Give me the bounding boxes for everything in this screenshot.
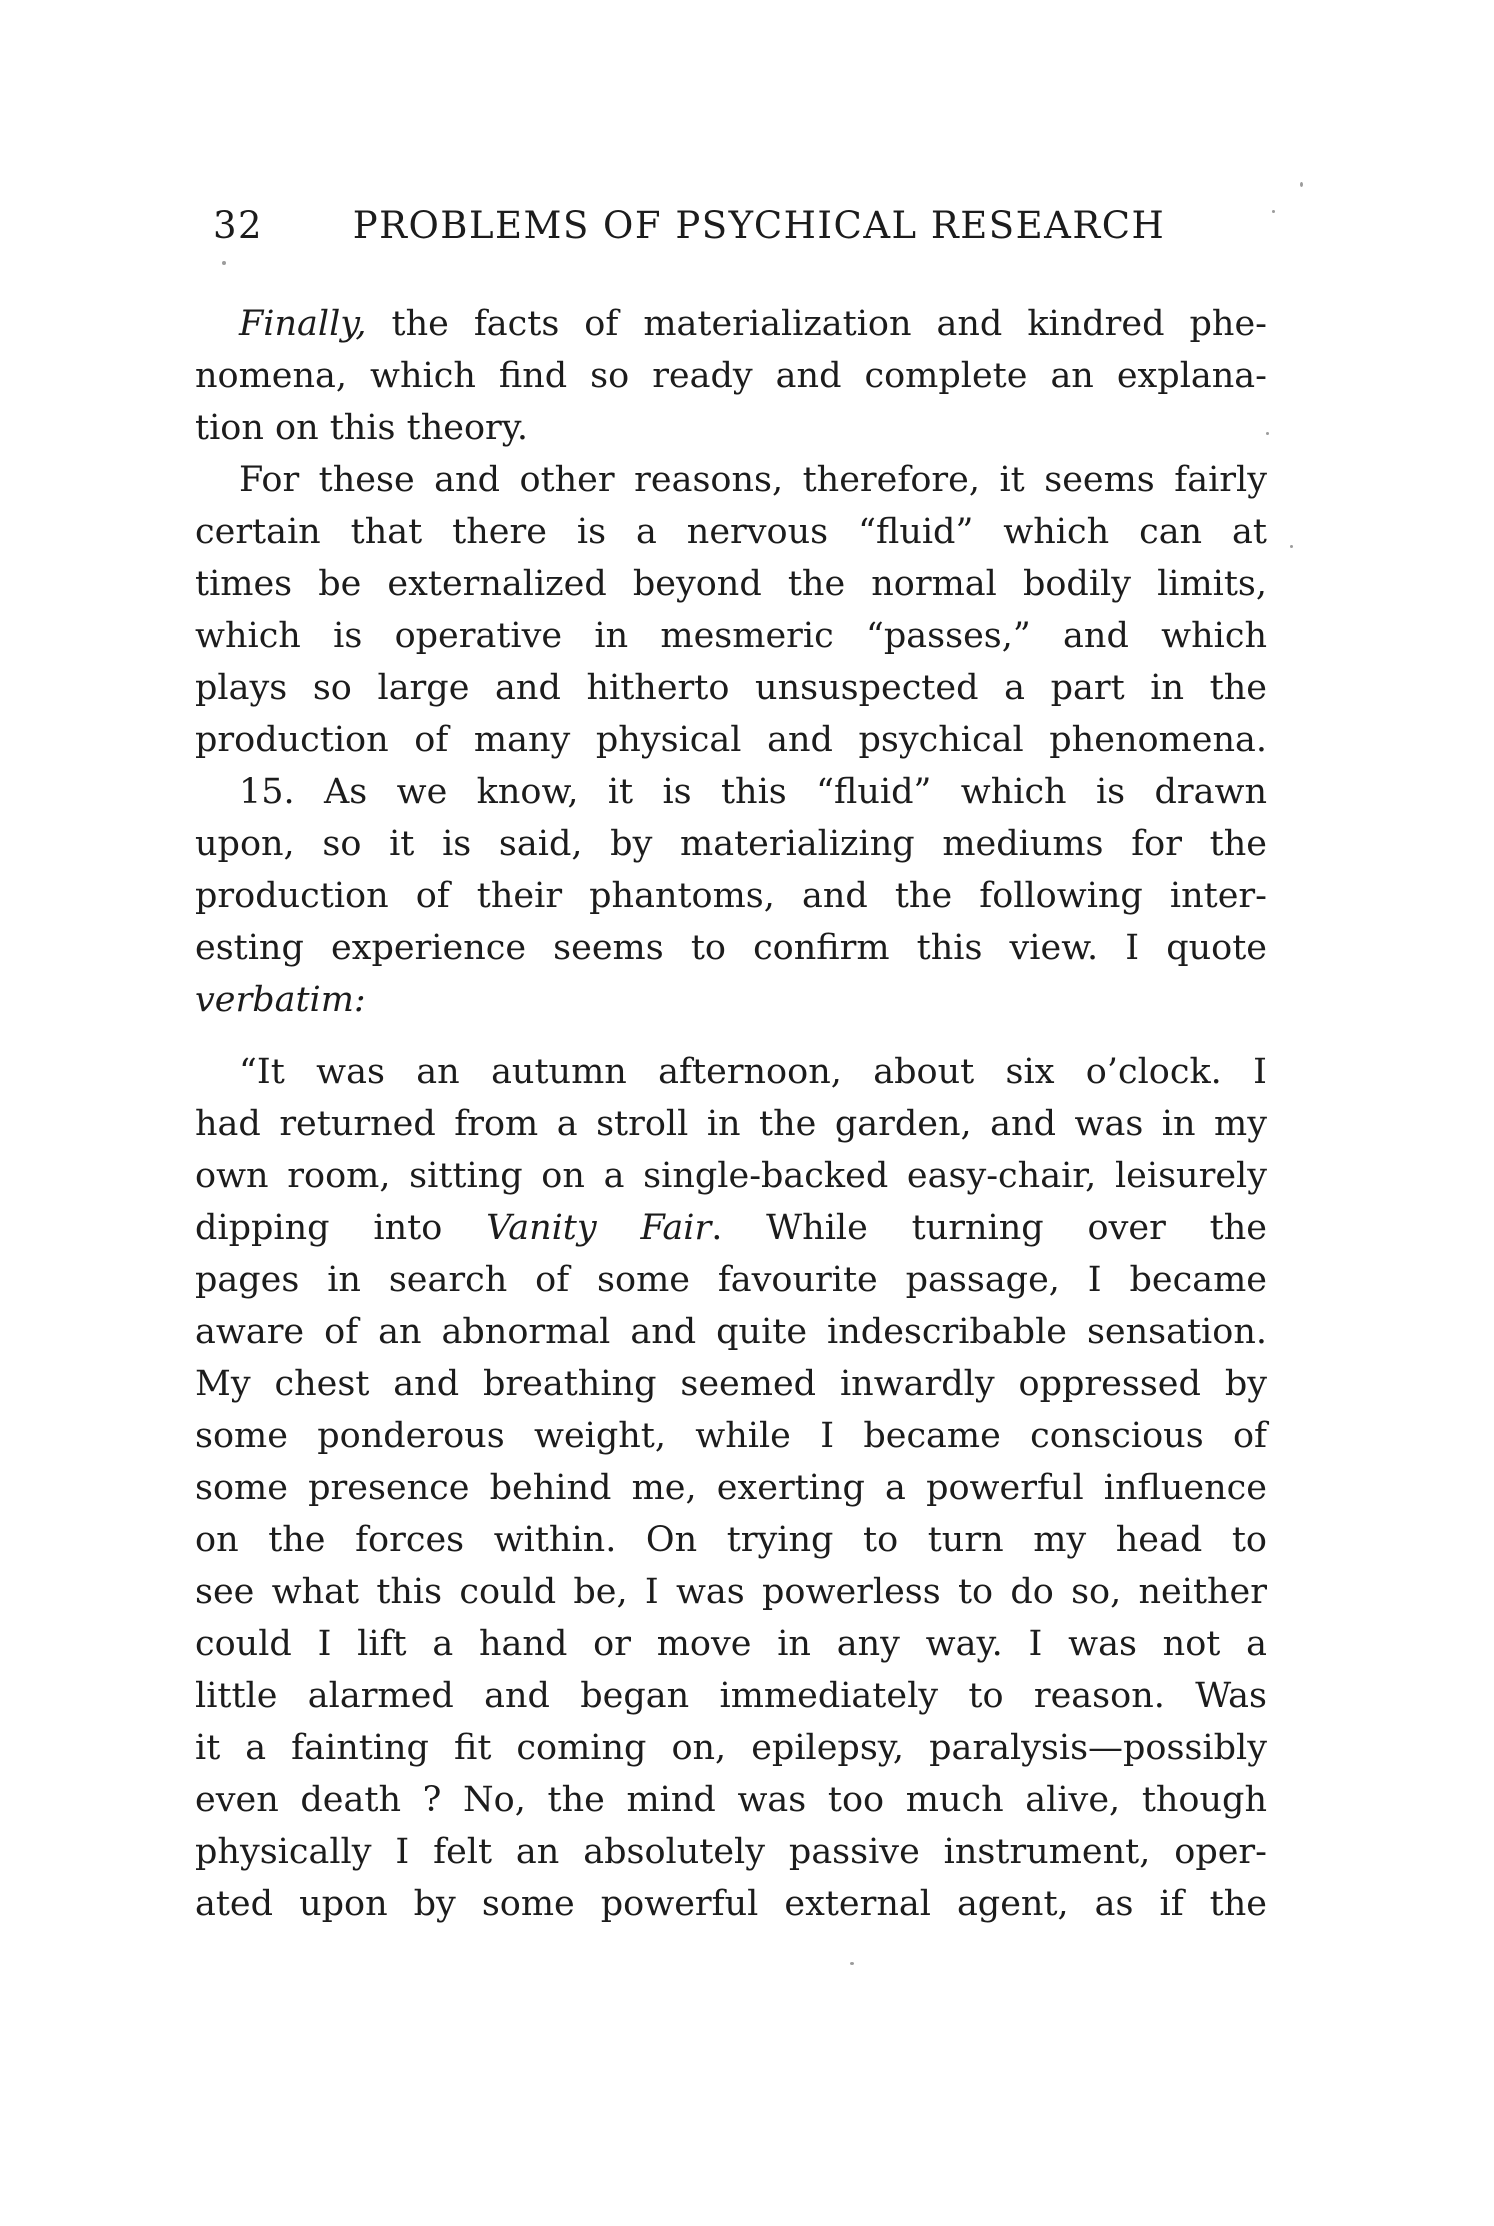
text-line [195,1202,1267,1254]
italic-text-segment: Finally, [239,304,367,344]
text-line [195,1358,1267,1410]
text-line [195,1098,1267,1150]
text-line [195,766,1267,818]
page-header [195,200,1267,252]
text-segment: esting experience seems to confirm this view. I quote [195,928,1267,968]
text-segment: aware of an abnormal and quite indescribable sensation. [195,1312,1267,1352]
text-line [195,1670,1267,1722]
scan-speck [222,261,226,265]
page-number: 32 [213,204,264,247]
text-segment: tion on this theory. [195,408,528,448]
scan-speck [1300,182,1303,187]
text-line [195,1046,1267,1098]
text-segment: nomena, which find so ready and complete an explana- [195,356,1267,396]
page-text [195,298,1267,1930]
text-segment: which is operative in mesmeric “passes,” and which [195,616,1267,656]
text-line [195,506,1267,558]
text-line [195,922,1267,974]
text-segment: little alarmed and began immediately to reason. Was [195,1676,1267,1716]
text-line [195,1618,1267,1670]
text-segment: some presence behind me, exerting a powerful influence [195,1468,1267,1508]
text-line [195,974,1267,1026]
text-segment: plays so large and hitherto unsuspected a part in the [195,668,1267,708]
text-segment: certain that there is a nervous “fluid” which can at [195,512,1267,552]
text-segment: physically I felt an absolutely passive instrument, oper- [195,1832,1267,1872]
paragraph [195,1046,1267,1930]
paragraph [195,454,1267,766]
italic-text-segment: verbatim: [195,980,366,1020]
text-segment: the facts of materialization and kindred phe- [366,304,1267,344]
text-line [195,1150,1267,1202]
text-line [195,350,1267,402]
text-segment: times be externalized beyond the normal bodily limits, [195,564,1267,604]
text-line [195,1774,1267,1826]
text-line [195,1462,1267,1514]
text-line [195,1826,1267,1878]
text-segment: could I lift a hand or move in any way. I was not a [195,1624,1267,1664]
italic-text-segment: Vanity Fair [486,1208,712,1248]
text-segment: ated upon by some powerful external agent, as if the [195,1884,1267,1924]
text-segment: upon, so it is said, by materializing mediums for the [195,824,1267,864]
text-line [195,298,1267,350]
text-line [195,610,1267,662]
running-title: PROBLEMS OF PSYCHICAL RESEARCH [352,204,1166,247]
text-segment: 15. As we know, it is this “fluid” which is drawn [239,772,1267,812]
text-line [195,870,1267,922]
text-segment: production of many physical and psychical phenomena. [195,720,1267,760]
text-segment: dipping into [195,1208,487,1248]
text-line [195,1722,1267,1774]
text-segment: production of their phantoms, and the following inter- [195,876,1267,916]
text-line [195,714,1267,766]
text-segment: see what this could be, I was powerless to do so, neither [195,1572,1267,1612]
text-segment: My chest and breathing seemed inwardly oppressed by [195,1364,1267,1404]
text-line [195,1410,1267,1462]
text-segment: For these and other reasons, therefore, it seems fairly [239,460,1267,500]
text-segment: had returned from a stroll in the garden, and was in my [195,1104,1267,1144]
text-segment: on the forces within. On trying to turn my head to [195,1520,1267,1560]
text-line [195,662,1267,714]
text-line [195,1306,1267,1358]
paragraph [195,766,1267,1026]
text-segment: even death ? No, the mind was too much alive, though [195,1780,1267,1820]
paragraph [195,298,1267,454]
text-segment: . While turning over the [711,1208,1267,1248]
text-segment: it a fainting fit coming on, epilepsy, paralysis—possibly [195,1728,1267,1768]
text-line [195,454,1267,506]
text-column [195,200,1267,1930]
text-segment: “It was an autumn afternoon, about six o’clock. I [239,1052,1267,1092]
text-line [195,558,1267,610]
text-line [195,1514,1267,1566]
scan-speck [1266,432,1269,435]
text-line [195,818,1267,870]
scan-speck [850,1962,854,1965]
text-line [195,1566,1267,1618]
text-line [195,1878,1267,1930]
text-segment: some ponderous weight, while I became conscious of [195,1416,1267,1456]
scan-speck [1272,210,1275,213]
text-segment: own room, sitting on a single-backed easy-chair, leisurely [195,1156,1267,1196]
text-line [195,402,1267,454]
text-line [195,1254,1267,1306]
scan-speck [1290,545,1293,548]
text-segment: pages in search of some favourite passage, I became [195,1260,1267,1300]
